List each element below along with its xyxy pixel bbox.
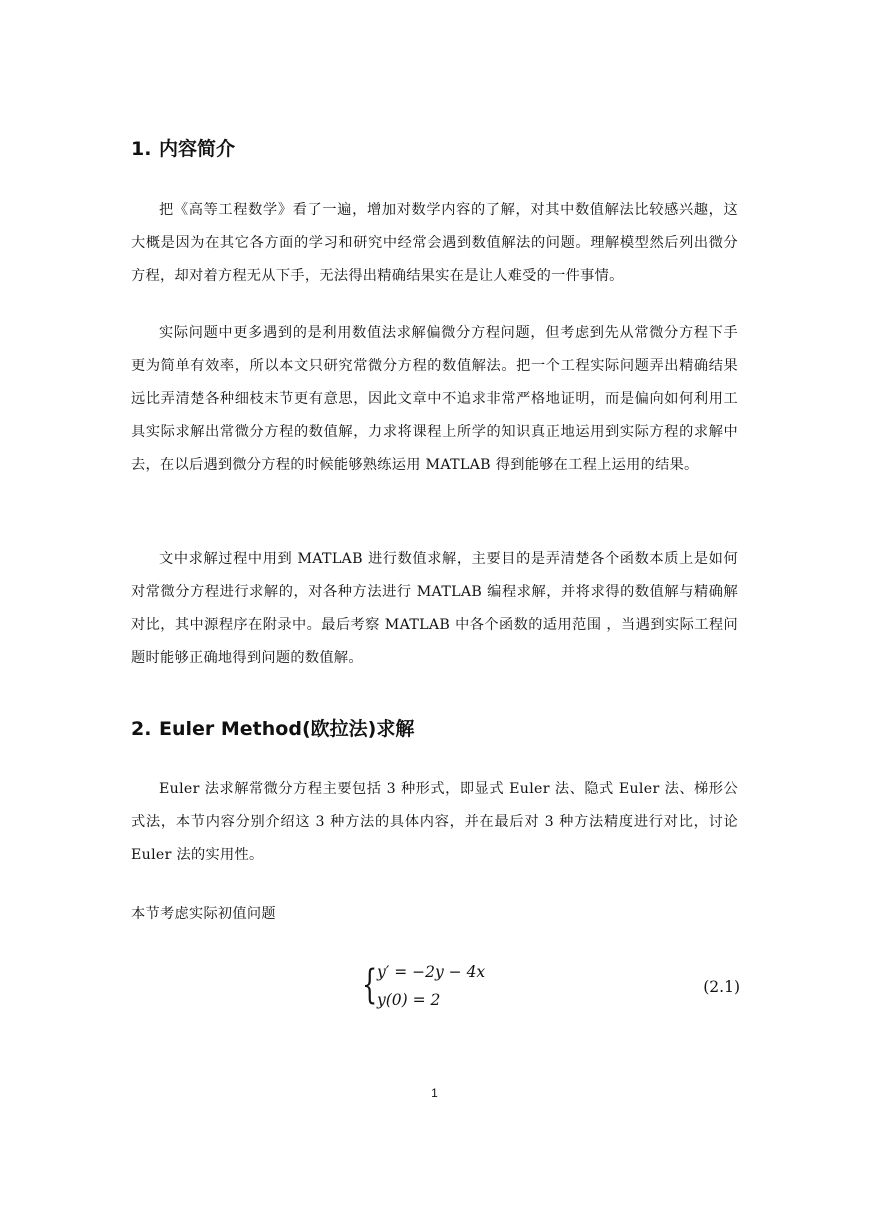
equation-block [362, 954, 740, 1020]
paragraph: 本节考虑实际初值问题 [131, 906, 276, 922]
paragraph: 文中求解过程中用到 MATLAB 进行数值求解，主要目的是弄清楚各个函数本质上是如何对常微分方程进行求解的，对各种方法进行 MATLAB 编程求解，并将求得的数值解与精确解对比，其中源程序在附录中。最后考察 MATLAB 中各个函数的适用范围 ，当遇到实际工程问题时能够正确地得到问题的数值解。 [131, 551, 738, 666]
section-heading-1 [131, 137, 235, 161]
equation-brace: { [362, 962, 378, 1008]
section-number: 1. [131, 138, 152, 160]
paragraph: 实际问题中更多遇到的是利用数值法求解偏微分方程问题，但考虑到先从常微分方程下手更为简单有效率，所以本文只研究常微分方程的数值解法。把一个工程实际问题弄出精确结果远比弄清楚各种细枝末节更有意思，因此文章中不追求非常严格地证明，而是偏向如何利用工具实际求解出常微分方程的数值解，力求将课程上所学的知识真正地运用到实际方程的求解中去，在以后遇到微分方程的时候能够熟练运用 MATLAB 得到能够在工程上运用的结果。 [131, 325, 738, 473]
equation-line: y′ = −2y − 4x [377, 963, 486, 981]
paragraph: Euler 法求解常微分方程主要包括 3 种形式，即显式 Euler 法、隐式 Euler 法、梯形公式法，本节内容分别介绍这 3 种方法的具体内容，并在最后对 3 种方法精度进行对比，讨论 Euler 法的实用性。 [131, 781, 738, 863]
equation-line: y(0) = 2 [377, 991, 441, 1009]
section-heading-2 [131, 717, 414, 741]
paragraph: 把《高等工程数学》看了一遍，增加对数学内容的了解，对其中数值解法比较感兴趣，这大概是因为在其它各方面的学习和研究中经常会遇到数值解法的问题。理解模型然后列出微分方程，却对着方程无从下手，无法得出精确结果实在是让人难受的一件事情。 [131, 202, 738, 284]
section-title: Euler Method(欧拉法)求解 [159, 718, 415, 740]
equation-number: (2.1) [703, 978, 740, 996]
section-title: 内容简介 [159, 138, 236, 160]
section-number: 2. [131, 718, 152, 740]
page-number: 1 [431, 1086, 438, 1100]
